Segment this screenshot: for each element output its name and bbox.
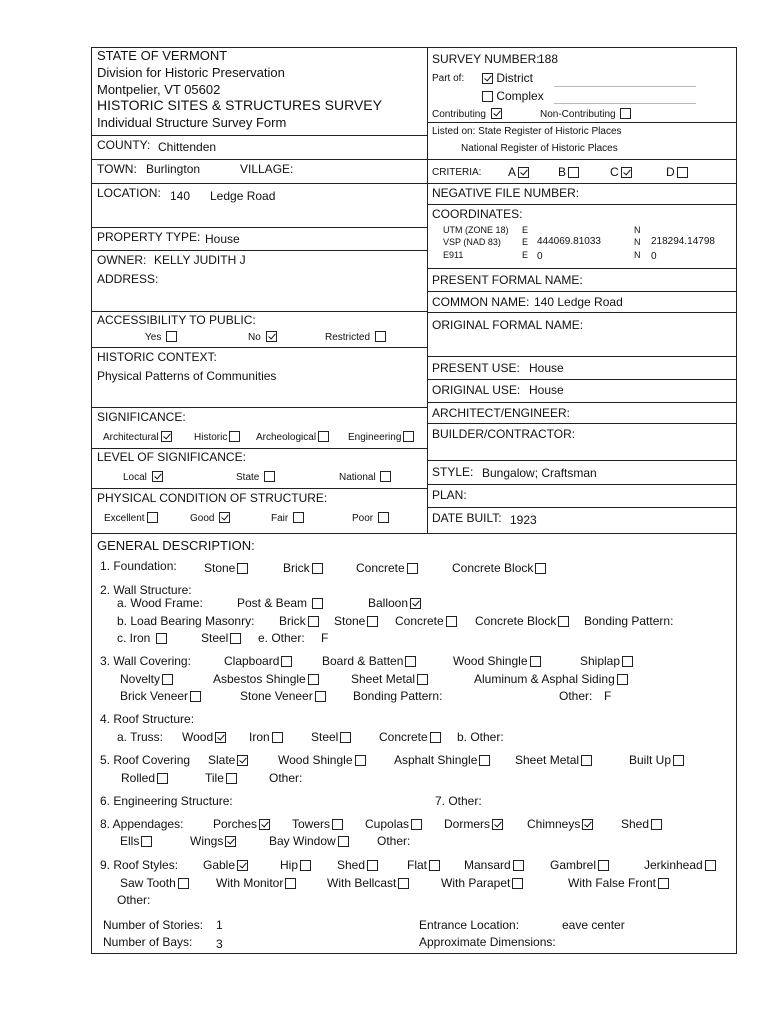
part-of-label: Part of: [432, 73, 465, 84]
foundation-label: 1. Foundation: [100, 559, 177, 573]
checkbox-icon [285, 878, 296, 889]
dormers-checkbox[interactable]: Dormers [444, 817, 503, 831]
divider [427, 183, 737, 184]
false-front-checkbox[interactable]: With False Front [568, 876, 669, 890]
masonry-concrete[interactable]: Concrete [395, 614, 457, 628]
divider [91, 183, 427, 184]
dimensions-label: Approximate Dimensions: [419, 935, 556, 949]
header-line-1: STATE OF VERMONT [97, 48, 228, 63]
truss-concrete-checkbox[interactable]: Concrete [379, 730, 441, 744]
porches-checkbox[interactable]: Porches [213, 817, 270, 831]
roof-wood-shingle-checkbox[interactable]: Wood Shingle [278, 753, 366, 767]
clapboard-checkbox[interactable]: Clapboard [224, 654, 292, 668]
novelty-checkbox[interactable]: Novelty [120, 672, 173, 686]
iron-checkbox[interactable]: c. Iron [117, 631, 167, 645]
checkbox-icon [622, 656, 633, 667]
checkbox-icon [178, 878, 189, 889]
checkbox-icon [147, 512, 158, 523]
checkbox-icon [300, 860, 311, 871]
checkbox-icon [156, 633, 167, 644]
roof-covering-other-label: Other: [269, 771, 303, 785]
checkbox-icon [617, 674, 628, 685]
covering-other-value: F [604, 689, 612, 703]
mansard-checkbox[interactable]: Mansard [464, 858, 524, 872]
ells-checkbox[interactable]: Ells [120, 834, 152, 848]
divider [427, 379, 737, 380]
flat-checkbox[interactable]: Flat [407, 858, 440, 872]
sig-historic-checkbox[interactable]: Historic [194, 431, 240, 444]
sheet-metal-checkbox[interactable]: Sheet Metal [351, 672, 428, 686]
checkbox-icon [367, 860, 378, 871]
criteria-label: CRITERIA: [432, 167, 482, 178]
builder-label: BUILDER/CONTRACTOR: [432, 427, 576, 441]
negative-file-label: NEGATIVE FILE NUMBER: [432, 186, 580, 200]
checkbox-icon [367, 616, 378, 627]
vsp-n: N [634, 237, 641, 247]
architect-label: ARCHITECT/ENGINEER: [432, 406, 571, 420]
checkbox-icon [411, 819, 422, 830]
e911-e-value: 0 [537, 251, 543, 262]
divider [91, 311, 427, 312]
header-line-3: Montpelier, VT 05602 [97, 82, 221, 97]
checkbox-icon [620, 108, 631, 119]
checkbox-checked-icon [259, 819, 270, 830]
checkbox-icon [264, 471, 275, 482]
checkbox-checked-icon [219, 512, 230, 523]
divider [91, 159, 427, 160]
present-formal-name-label: PRESENT FORMAL NAME: [432, 273, 583, 287]
vsp-e-value: 444069.81033 [537, 236, 601, 247]
coordinates-label: COORDINATES: [432, 207, 523, 221]
criteria-b-checkbox[interactable]: B [558, 165, 579, 179]
district-checkbox[interactable]: District [480, 71, 533, 85]
checkbox-icon [512, 878, 523, 889]
accessibility-label: ACCESSIBILITY TO PUBLIC: [97, 313, 256, 327]
town-value: Burlington [146, 162, 201, 176]
divider [427, 402, 737, 403]
checkbox-icon [375, 331, 386, 342]
original-formal-name-label: ORIGINAL FORMAL NAME: [432, 318, 584, 332]
shiplap-checkbox[interactable]: Shiplap [580, 654, 633, 668]
checkbox-icon [332, 819, 343, 830]
checkbox-icon [315, 691, 326, 702]
access-yes-checkbox[interactable]: Yes [145, 331, 177, 344]
checkbox-icon [446, 616, 457, 627]
owner-value: KELLY JUDITH J [154, 253, 246, 267]
divider [91, 407, 427, 408]
divider [427, 484, 737, 485]
owner-label: OWNER: [97, 253, 147, 267]
e911-label: E911 [443, 250, 464, 260]
masonry-stone[interactable]: Stone [334, 614, 378, 628]
masonry-brick[interactable]: Brick [279, 614, 319, 628]
checkbox-checked-icon [491, 108, 502, 119]
checkbox-icon [157, 773, 168, 784]
foundation-concrete[interactable]: Concrete [356, 561, 418, 575]
checkbox-icon [166, 331, 177, 342]
checkbox-icon [530, 656, 541, 667]
other-7-label: 7. Other: [435, 794, 482, 808]
chimneys-checkbox[interactable]: Chimneys [527, 817, 593, 831]
checkbox-icon [598, 860, 609, 871]
survey-number-value: 188 [538, 52, 559, 66]
checkbox-icon [482, 91, 493, 102]
bonding-pattern-label: Bonding Pattern: [584, 614, 674, 628]
checkbox-icon [479, 755, 490, 766]
property-type-value: House [205, 232, 240, 246]
checkbox-checked-icon [237, 860, 248, 871]
checkbox-checked-icon [482, 73, 493, 84]
divider [427, 291, 737, 292]
post-beam-checkbox[interactable]: Post & Beam [237, 596, 323, 610]
common-name-label: COMMON NAME: [432, 295, 530, 309]
gambrel-checkbox[interactable]: Gambrel [550, 858, 609, 872]
bays-value: 3 [216, 937, 223, 951]
foundation-concrete-block[interactable]: Concrete Block [452, 561, 546, 575]
wall-other-value: F [321, 631, 329, 645]
with-monitor-checkbox[interactable]: With Monitor [216, 876, 296, 890]
checkbox-icon [162, 674, 173, 685]
wall-other-label: e. Other: [258, 631, 305, 645]
aluminum-checkbox[interactable]: Aluminum & Asphal Siding [474, 672, 628, 686]
checkbox-icon [429, 860, 440, 871]
checkbox-icon [318, 431, 329, 442]
county-value: Chittenden [158, 140, 217, 154]
checkbox-icon [651, 819, 662, 830]
complex-checkbox[interactable]: Complex [480, 89, 544, 103]
tile-checkbox[interactable]: Tile [205, 771, 237, 785]
checkbox-icon [312, 598, 323, 609]
checkbox-icon [673, 755, 684, 766]
truss-label: a. Truss: [117, 730, 164, 744]
roof-shed-checkbox[interactable]: Shed [337, 858, 378, 872]
bays-label: Number of Bays: [103, 935, 193, 949]
checkbox-icon [338, 836, 349, 847]
roof-sheet-metal-checkbox[interactable]: Sheet Metal [515, 753, 592, 767]
roof-styles-label: 9. Roof Styles: [100, 858, 179, 872]
checkbox-icon [513, 860, 524, 871]
checkbox-icon [405, 656, 416, 667]
saw-tooth-checkbox[interactable]: Saw Tooth [120, 876, 189, 890]
wood-frame-label: a. Wood Frame: [117, 596, 203, 610]
divider [91, 533, 737, 534]
divider [427, 507, 737, 508]
sig-architectural-checkbox[interactable]: Architectural [103, 431, 172, 444]
village-label: VILLAGE: [240, 162, 294, 176]
bay-window-checkbox[interactable]: Bay Window [269, 834, 349, 848]
shed-checkbox[interactable]: Shed [621, 817, 662, 831]
asbestos-checkbox[interactable]: Asbestos Shingle [213, 672, 319, 686]
checkbox-icon [558, 616, 569, 627]
appendages-label: 8. Appendages: [100, 817, 184, 831]
location-number: 140 [170, 189, 191, 203]
divider [91, 347, 427, 348]
checkbox-checked-icon [621, 167, 632, 178]
checkbox-icon [407, 563, 418, 574]
condition-label: PHYSICAL CONDITION OF STRUCTURE: [97, 491, 328, 505]
cupolas-checkbox[interactable]: Cupolas [365, 817, 422, 831]
historic-context-label: HISTORIC CONTEXT: [97, 350, 217, 364]
steel-checkbox[interactable]: Steel [201, 631, 241, 645]
checkbox-icon [705, 860, 716, 871]
truss-iron-checkbox[interactable]: Iron [249, 730, 283, 744]
roof-structure-label: 4. Roof Structure: [100, 712, 195, 726]
checkbox-icon [308, 616, 319, 627]
foundation-stone[interactable]: Stone [204, 561, 248, 575]
town-label: TOWN: [97, 162, 137, 176]
location-street: Ledge Road [210, 189, 276, 203]
bonding-pattern-2-label: Bonding Pattern: [353, 689, 443, 703]
checkbox-checked-icon [161, 431, 172, 442]
e911-n-value: 0 [651, 251, 657, 262]
divider [427, 159, 737, 160]
original-use-label: ORIGINAL USE: [432, 383, 521, 397]
jerkinhead-checkbox[interactable]: Jerkinhead [644, 858, 716, 872]
sig-engineering-checkbox[interactable]: Engineering [348, 431, 414, 444]
present-use-value: House [529, 361, 564, 375]
checkbox-icon [312, 563, 323, 574]
hip-checkbox[interactable]: Hip [280, 858, 311, 872]
slate-checkbox[interactable]: Slate [208, 753, 248, 767]
present-use-label: PRESENT USE: [432, 361, 520, 375]
access-no-checkbox[interactable]: No [248, 331, 277, 344]
divider [91, 250, 427, 251]
vsp-e: E [522, 237, 529, 247]
checkbox-icon [430, 732, 441, 743]
level-state-checkbox[interactable]: State [236, 471, 275, 484]
checkbox-icon [141, 836, 152, 847]
divider [427, 356, 737, 357]
roof-styles-other-label: Other: [117, 893, 151, 907]
checkbox-icon [355, 755, 366, 766]
level-local-checkbox[interactable]: Local [123, 471, 163, 484]
criteria-d-checkbox[interactable]: D [666, 165, 688, 179]
divider [427, 312, 737, 313]
stories-value: 1 [216, 918, 223, 932]
location-label: LOCATION: [97, 186, 161, 200]
divider [427, 460, 737, 461]
property-type-label: PROPERTY TYPE: [97, 230, 201, 244]
foundation-brick[interactable]: Brick [283, 561, 323, 575]
truss-wood-checkbox[interactable]: Wood [182, 730, 226, 744]
header-line-4: HISTORIC SITES & STRUCTURES SURVEY [97, 97, 382, 113]
wall-structure-label: 2. Wall Structure: [100, 583, 192, 597]
checkbox-icon [308, 674, 319, 685]
survey-number-label: SURVEY NUMBER: [432, 52, 540, 66]
gable-checkbox[interactable]: Gable [203, 858, 248, 872]
truss-steel-checkbox[interactable]: Steel [311, 730, 351, 744]
checkbox-icon [658, 878, 669, 889]
address-label: ADDRESS: [97, 272, 159, 286]
entrance-value: eave center [562, 918, 625, 932]
style-value: Bungalow; Craftsman [482, 466, 597, 480]
level-national-checkbox[interactable]: National [339, 471, 391, 484]
common-name-value: 140 Ledge Road [534, 295, 623, 309]
checkbox-checked-icon [237, 755, 248, 766]
general-description-title: GENERAL DESCRIPTION: [97, 538, 255, 553]
sig-archeological-checkbox[interactable]: Archeological [256, 431, 329, 444]
wings-checkbox[interactable]: Wings [190, 834, 236, 848]
cond-fair-checkbox[interactable]: Fair [271, 512, 304, 525]
checkbox-icon [340, 732, 351, 743]
checkbox-checked-icon [492, 819, 503, 830]
wood-shingle-checkbox[interactable]: Wood Shingle [453, 654, 541, 668]
checkbox-icon [378, 512, 389, 523]
checkbox-checked-icon [215, 732, 226, 743]
historic-context-value: Physical Patterns of Communities [97, 369, 277, 383]
entrance-label: Entrance Location: [419, 918, 520, 932]
header-line-5: Individual Structure Survey Form [97, 115, 287, 130]
checkbox-checked-icon [266, 331, 277, 342]
divider [427, 204, 737, 205]
roof-other-label: b. Other: [457, 730, 504, 744]
checkbox-icon [403, 431, 414, 442]
checkbox-icon [293, 512, 304, 523]
checkbox-icon [229, 431, 240, 442]
access-restricted-checkbox[interactable]: Restricted [325, 331, 386, 344]
checkbox-icon [237, 563, 248, 574]
board-batten-checkbox[interactable]: Board & Batten [322, 654, 416, 668]
checkbox-checked-icon [518, 167, 529, 178]
divider [427, 268, 737, 269]
contributing-checkbox[interactable]: Contributing [432, 108, 502, 121]
cond-excellent-checkbox[interactable]: Excellent [104, 512, 158, 525]
non-contributing-checkbox[interactable]: Non-Contributing [540, 108, 631, 121]
checkbox-checked-icon [152, 471, 163, 482]
divider [91, 448, 427, 449]
checkbox-icon [272, 732, 283, 743]
balloon-checkbox[interactable]: Balloon [368, 596, 421, 610]
header-line-2: Division for Historic Preservation [97, 65, 285, 80]
checkbox-checked-icon [225, 836, 236, 847]
built-up-checkbox[interactable]: Built Up [629, 753, 684, 767]
divider [427, 423, 737, 424]
masonry-concrete-block[interactable]: Concrete Block [475, 614, 569, 628]
checkbox-checked-icon [582, 819, 593, 830]
level-label: LEVEL OF SIGNIFICANCE: [97, 450, 246, 464]
brick-veneer-checkbox[interactable]: Brick Veneer [120, 689, 201, 703]
criteria-a-checkbox[interactable]: A [508, 165, 529, 179]
checkbox-icon [281, 656, 292, 667]
date-built-label: DATE BUILT: [432, 511, 502, 525]
checkbox-icon [230, 633, 241, 644]
plan-label: PLAN: [432, 488, 467, 502]
with-bellcast-checkbox[interactable]: With Bellcast [327, 876, 409, 890]
checkbox-icon [226, 773, 237, 784]
cond-good-checkbox[interactable]: Good [190, 512, 230, 525]
checkbox-icon [568, 167, 579, 178]
checkbox-checked-icon [410, 598, 421, 609]
asphalt-checkbox[interactable]: Asphalt Shingle [394, 753, 490, 767]
stories-label: Number of Stories: [103, 918, 204, 932]
divider [91, 227, 427, 228]
utm-n: N [634, 225, 641, 235]
vsp-n-value: 218294.14798 [651, 236, 715, 247]
divider [91, 135, 427, 136]
checkbox-icon [398, 878, 409, 889]
checkbox-icon [677, 167, 688, 178]
underline [554, 86, 696, 87]
checkbox-icon [535, 563, 546, 574]
underline [554, 103, 696, 104]
checkbox-icon [380, 471, 391, 482]
utm-e: E [522, 225, 529, 235]
appendages-other-label: Other: [377, 834, 411, 848]
utm-label: UTM (ZONE 18) [443, 225, 509, 235]
divider [91, 488, 427, 489]
e911-e: E [522, 250, 529, 260]
vsp-label: VSP (NAD 83) [443, 237, 501, 247]
load-bearing-label: b. Load Bearing Masonry: [117, 614, 255, 628]
roof-covering-label: 5. Roof Covering [100, 753, 191, 767]
original-use-value: House [529, 383, 564, 397]
covering-other-label: Other: [559, 689, 593, 703]
checkbox-icon [417, 674, 428, 685]
stone-veneer-checkbox[interactable]: Stone Veneer [240, 689, 326, 703]
date-built-value: 1923 [510, 513, 537, 527]
e911-n: N [634, 250, 641, 260]
county-label: COUNTY: [97, 138, 151, 152]
national-register: National Register of Historic Places [461, 143, 618, 154]
style-label: STYLE: [432, 465, 474, 479]
criteria-c-checkbox[interactable]: C [610, 165, 632, 179]
with-parapet-checkbox[interactable]: With Parapet [441, 876, 523, 890]
wall-covering-label: 3. Wall Covering: [100, 654, 191, 668]
checkbox-icon [581, 755, 592, 766]
rolled-checkbox[interactable]: Rolled [121, 771, 168, 785]
cond-poor-checkbox[interactable]: Poor [352, 512, 389, 525]
engineering-structure-label: 6. Engineering Structure: [100, 794, 233, 808]
divider [427, 122, 737, 123]
listed-on: Listed on: State Register of Historic Places [432, 126, 622, 137]
towers-checkbox[interactable]: Towers [292, 817, 343, 831]
checkbox-icon [190, 691, 201, 702]
significance-label: SIGNIFICANCE: [97, 410, 186, 424]
